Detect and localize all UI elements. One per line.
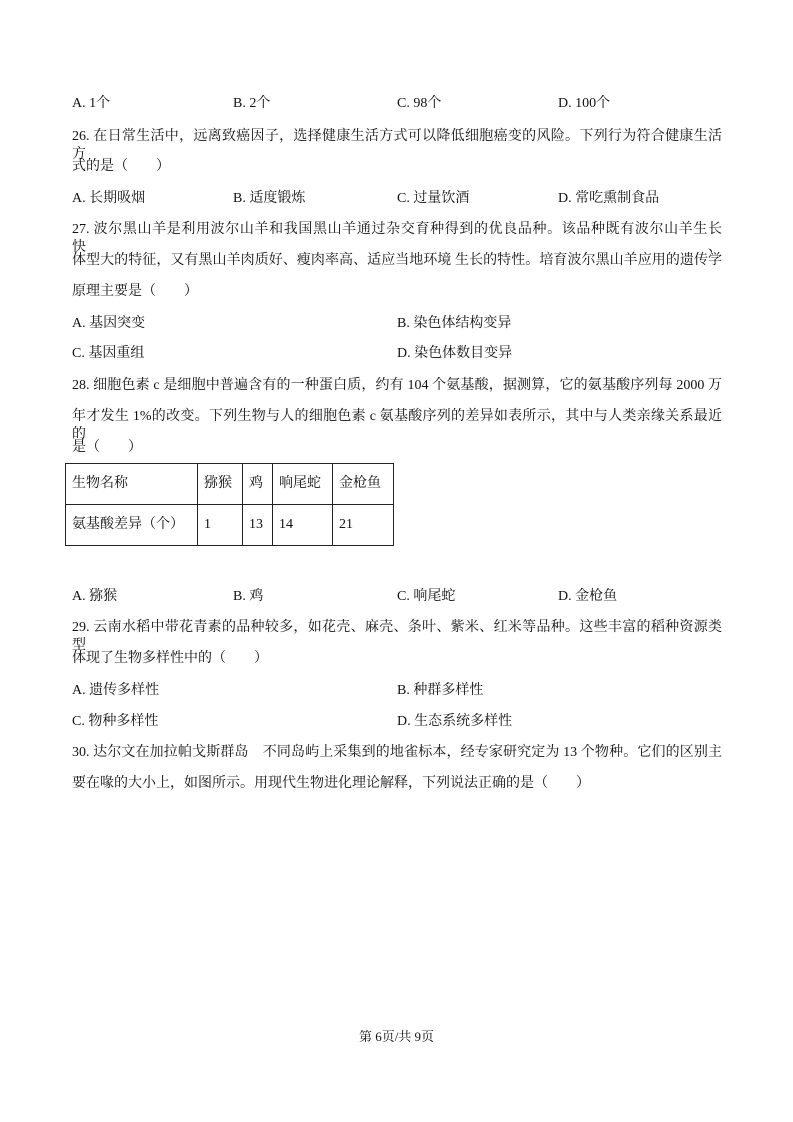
q28-option-b: B. 鸡 bbox=[233, 589, 264, 604]
table-header-row bbox=[66, 464, 394, 505]
q28-stem-line3: 是（ ） bbox=[72, 440, 142, 455]
q29-stem-line2: 体现了生物多样性中的（ ） bbox=[72, 651, 268, 666]
q27-option-b: B. 染色体结构变异 bbox=[397, 316, 512, 331]
q25-option-b: B. 2个 bbox=[233, 96, 271, 111]
table-cell: 猕猴 bbox=[198, 464, 243, 505]
q28-option-a: A. 猕猴 bbox=[72, 589, 118, 604]
table-cell: 鸡 bbox=[243, 464, 273, 505]
q26-stem-line2: 式的是（ ） bbox=[72, 159, 170, 174]
q26-option-c: C. 过量饮酒 bbox=[397, 191, 470, 206]
table-cell: 21 bbox=[333, 505, 394, 546]
q28-stem-line2: 年才发生 1%的改变。下列生物与人的细胞色素 c 氨基酸序列的差异如表所示，其中与人类亲缘关系最近的 bbox=[72, 409, 722, 442]
q26-option-a: A. 长期吸烟 bbox=[72, 191, 146, 206]
q27-option-a: A. 基因突变 bbox=[72, 316, 146, 331]
table-cell: 13 bbox=[243, 505, 273, 546]
q25-option-a: A. 1个 bbox=[72, 96, 111, 111]
table-cell: 生物名称 bbox=[66, 464, 198, 505]
table-row bbox=[66, 505, 394, 546]
table-cell: 金枪鱼 bbox=[333, 464, 394, 505]
q29-option-d: D. 生态系统多样性 bbox=[397, 714, 513, 729]
q26-option-d: D. 常吃熏制食品 bbox=[558, 191, 660, 206]
amino-acid-difference-table bbox=[65, 463, 394, 546]
q26-option-b: B. 适度锻炼 bbox=[233, 191, 306, 206]
q25-option-c: C. 98个 bbox=[397, 96, 442, 111]
q27-stem-line1: 27. 波尔黑山羊是利用波尔山羊和我国黑山羊通过杂交育种得到的优良品种。该品种既有波尔山羊生长快、 bbox=[72, 222, 722, 255]
q29-option-c: C. 物种多样性 bbox=[72, 714, 159, 729]
q28-option-d: D. 金枪鱼 bbox=[558, 589, 618, 604]
q25-option-d: D. 100个 bbox=[558, 96, 611, 111]
q27-stem-line3: 原理主要是（ ） bbox=[72, 284, 198, 299]
page-footer: 第 6页/共 9页 bbox=[358, 1029, 435, 1044]
table-cell: 响尾蛇 bbox=[273, 464, 333, 505]
q28-stem-line1: 28. 细胞色素 c 是细胞中普遍含有的一种蛋白质，约有 104 个氨基酸，据测算，它的氨基酸序列每 2000 万 bbox=[72, 378, 722, 393]
q27-option-d: D. 染色体数目变异 bbox=[397, 346, 513, 361]
table-cell: 1 bbox=[198, 505, 243, 546]
q30-stem-line2: 要在喙的大小上，如图所示。用现代生物进化理论解释，下列说法正确的是（ ） bbox=[72, 776, 590, 791]
q29-stem-line1: 29. 云南水稻中带花青素的品种较多，如花壳、麻壳、条叶、紫米、红米等品种。这些丰富的稻种资源类型 bbox=[72, 620, 722, 653]
q26-stem-line1: 26. 在日常生活中，远离致癌因子，选择健康生活方式可以降低细胞癌变的风险。下列行为符合健康生活方 bbox=[72, 129, 722, 162]
q27-stem-line2: 体型大的特征，又有黑山羊肉质好、瘦肉率高、适应当地环境 生长的特性。培育波尔黑山羊应用的遗传学 bbox=[72, 253, 722, 268]
q30-stem-line1: 30. 达尔文在加拉帕戈斯群岛 不同岛屿上采集到的地雀标本，经专家研究定为 13 个物种。它们的区别主 bbox=[72, 745, 722, 760]
q29-option-b: B. 种群多样性 bbox=[397, 683, 484, 698]
q28-option-c: C. 响尾蛇 bbox=[397, 589, 456, 604]
q27-option-c: C. 基因重组 bbox=[72, 346, 145, 361]
q29-option-a: A. 遗传多样性 bbox=[72, 683, 160, 698]
table-cell: 氨基酸差异（个） bbox=[66, 505, 198, 546]
table-cell: 14 bbox=[273, 505, 333, 546]
